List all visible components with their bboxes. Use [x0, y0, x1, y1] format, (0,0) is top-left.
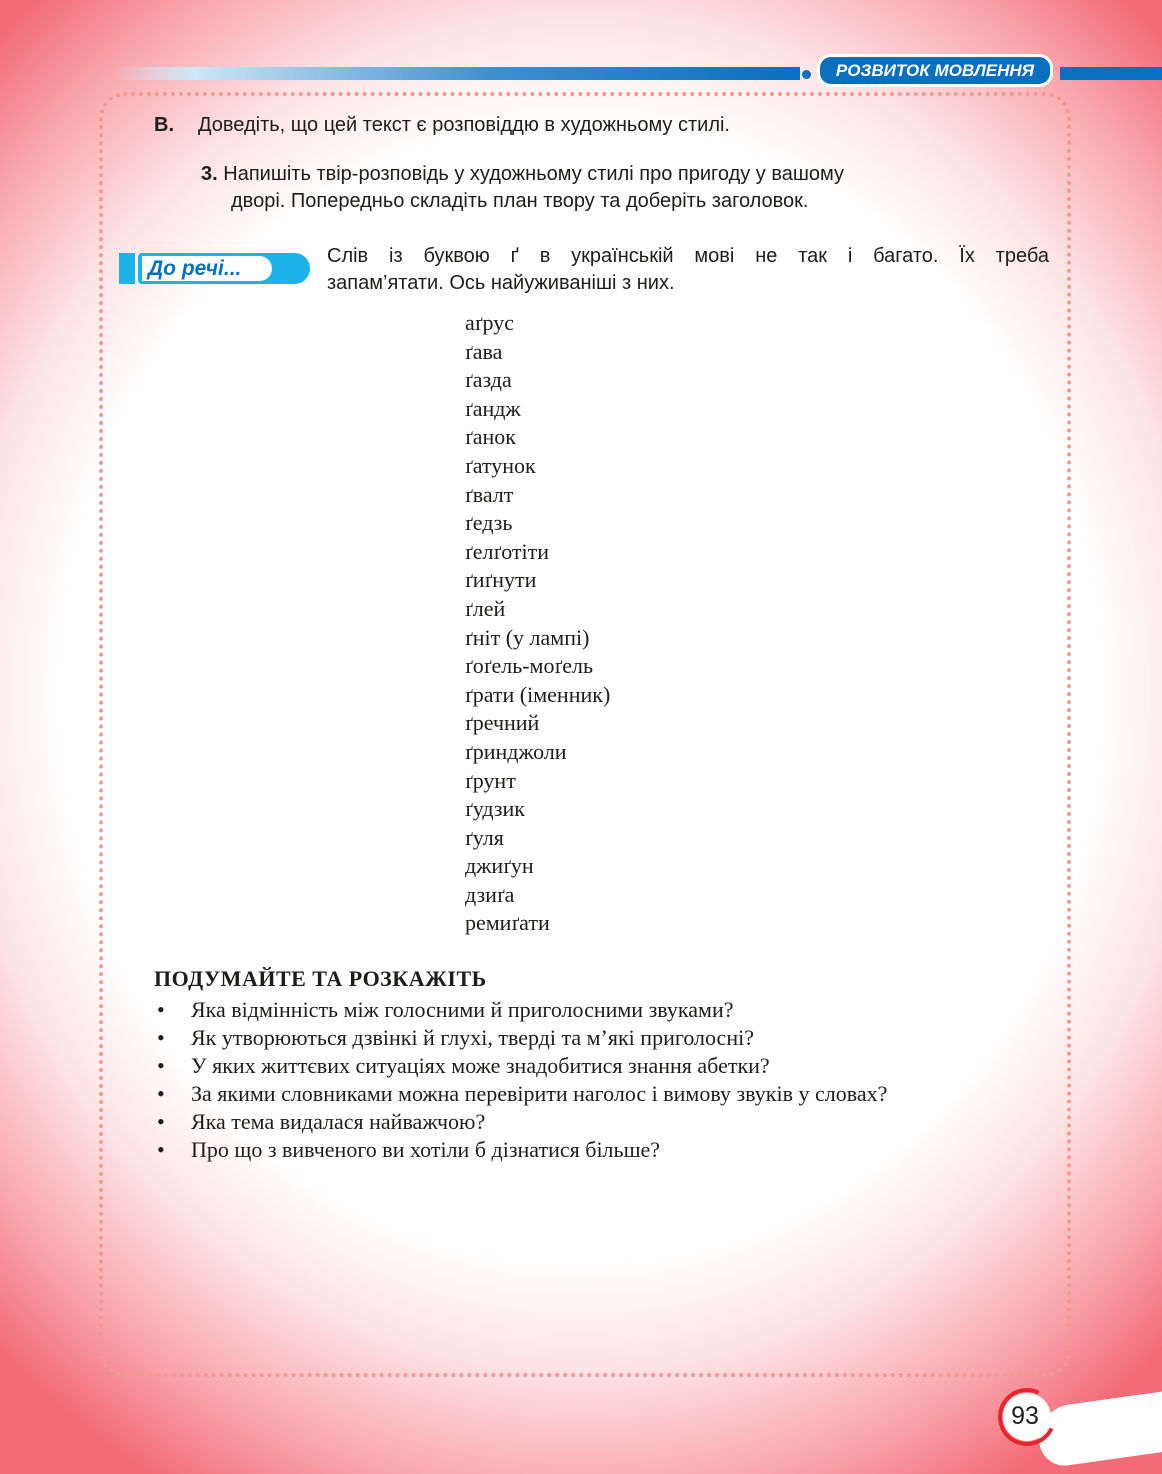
- bullet: •: [157, 1053, 165, 1078]
- list-item: ґелґотіти: [465, 538, 550, 564]
- list-item: ґудзик: [465, 796, 525, 822]
- question-text: Яка тема видалася найважчою?: [191, 1109, 486, 1134]
- list-item: ґазда: [465, 367, 512, 393]
- question-item: [119, 1108, 1049, 1136]
- question-text: Яка відмінність між голосними й приголосними звуками?: [191, 997, 734, 1022]
- list-item: ґоґель-моґель: [465, 653, 593, 679]
- task-3-number: 3.: [201, 163, 218, 185]
- question-text: Про що з вивченого ви хотіли б дізнатися більше?: [191, 1137, 661, 1162]
- task-3-line1: Напишіть твір-розповідь у художньому стилі про пригоду у вашому: [223, 163, 845, 185]
- question-text: У яких життєвих ситуаціях може знадобитися знання абетки?: [191, 1053, 770, 1078]
- note-badge: До речі...: [142, 256, 272, 281]
- bullet: •: [157, 997, 165, 1022]
- question-item: [119, 1024, 1049, 1052]
- list-item: ґніт (у лампі): [465, 624, 590, 650]
- list-item: ґуля: [465, 824, 504, 850]
- question-text: Як утворюються дзвінкі й глухі, тверді та м’які приголосні?: [191, 1025, 754, 1050]
- list-item: ґрунт: [465, 767, 516, 793]
- task-3: [201, 161, 1001, 215]
- word-list: [465, 309, 610, 938]
- question-item: [119, 1080, 1049, 1108]
- list-item: ґанок: [465, 424, 516, 450]
- list-item: джиґун: [465, 853, 534, 879]
- bullet: •: [157, 1137, 165, 1162]
- note-line1: Слів із буквою ґ в українській мові не так і багато. Їх треба: [327, 245, 1049, 267]
- question-text: За якими словниками можна перевірити наголос і вимову звуків у словах?: [191, 1081, 888, 1106]
- list-item: ґречний: [465, 710, 540, 736]
- header-rule-right: [1060, 67, 1162, 80]
- header-rule: [112, 67, 800, 80]
- list-item: ремиґати: [465, 910, 550, 936]
- bullet: •: [157, 1025, 165, 1050]
- list-item: ґрати (іменник): [465, 681, 611, 707]
- bullet: •: [157, 1109, 165, 1134]
- badge-stripe: [119, 253, 135, 284]
- list-item: ґвалт: [465, 481, 514, 507]
- task-v: [154, 112, 730, 138]
- list-item: ґандж: [465, 395, 521, 421]
- task-v-number: В.: [154, 114, 174, 136]
- question-item: [119, 1136, 1049, 1164]
- note-line2: запам’ятати. Ось найуживаніші з них.: [327, 272, 675, 294]
- section-title: ПОДУМАЙТЕ ТА РОЗКАЖІТЬ: [154, 966, 487, 991]
- list-item: ґатунок: [465, 452, 536, 478]
- list-item: аґрус: [465, 310, 514, 335]
- header-dot: [802, 70, 811, 79]
- task-v-text: Доведіть, що цей текст є розповіддю в художньому стилі.: [198, 114, 730, 136]
- page-number: 93: [1011, 1402, 1039, 1430]
- list-item: ґиґнути: [465, 567, 537, 593]
- note-text: [327, 243, 1049, 297]
- section-label: РОЗВИТОК МОВЛЕННЯ: [817, 54, 1053, 87]
- list-item: ґринджоли: [465, 738, 567, 764]
- bullet: •: [157, 1081, 165, 1106]
- list-item: ґедзь: [465, 510, 513, 536]
- list-item: ґава: [465, 338, 503, 364]
- list-item: ґлей: [465, 595, 506, 621]
- task-3-line2: дворі. Попередньо складіть план твору та доберіть заголовок.: [231, 190, 809, 212]
- question-item: [119, 996, 1049, 1024]
- question-list: [119, 996, 1049, 1164]
- list-item: дзиґа: [465, 881, 515, 907]
- question-item: [119, 1052, 1049, 1080]
